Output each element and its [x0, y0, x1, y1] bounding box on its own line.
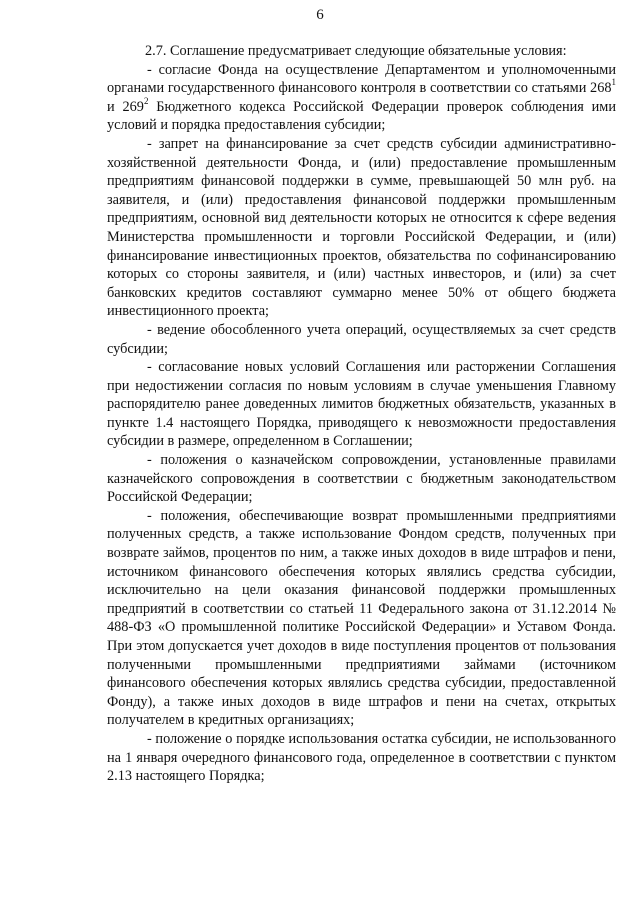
- condition-item-audit-consent-part3: Бюджетного кодекса Российской Федерации проверок соблюдения ими условий и порядка предоставления субсидии;: [107, 98, 616, 134]
- condition-item-audit-consent-part2: и 269: [107, 98, 144, 115]
- superscript-2: 2: [143, 96, 149, 107]
- condition-item-audit-consent: [107, 61, 616, 135]
- condition-item-treasury-support: - положения о казначейском сопровождении, установленные правилами казначейского сопровождения в соответствии с бюджетным законодательством Российской Федерации;: [107, 452, 616, 506]
- document-body: [107, 42, 616, 786]
- condition-item-balance-usage: - положение о порядке использования остатка субсидии, не использованного на 1 января очередного финансового года, определенное в соответствии с пунктом 2.13 настоящего Порядка;: [107, 730, 616, 785]
- section-heading: 2.7. Соглашение предусматривает следующие обязательные условия:: [145, 43, 567, 59]
- condition-item-financing-ban: - запрет на финансирование за счет средств субсидии административно-хозяйственной деятельности Фонда, и (или) предоставление промышленным предприятиям финансовой поддержки в сумме, превышающей 50 млн руб. на заявителя, и (или) предоставления финансовой поддержки промышленным предприятиям, основной вид деятельности которых не относится к сфере ведения Министерства промышленности и торговли Российской Федерации, и (или) финансирование инвестиционных проектов, обязательства по софинансированию которых со стороны заявителя, и (или) частных инвесторов, и (или) за счет банковских кредитов составляют суммарно менее 50% от общего бюджета инвестиционного проекта;: [107, 135, 616, 320]
- condition-item-funds-return: - положения, обеспечивающие возврат промышленными предприятиями полученных средств, а также использование Фондом средств, полученных при возврате займов, процентов по ним, а также иных доходов в виде штрафов и пени, источником финансового обеспечения которых являлись средства субсидии, исключительно на цели оказания финансовой поддержки промышленных предприятий в соответствии со статьей 11 Федерального закона от 31.12.2014 № 488-ФЗ «О промышленной политике Российской Федерации» и Уставом Фонда. При этом допускается учет доходов в виде поступления процентов от пользования полученными промышленными предприятиями займами (источником финансового обеспечения которых являлись средства субсидии, предоставленной Фонду), а также иных доходов в виде штрафов и пени на счетах, открытых получателем в кредитных организациях;: [107, 507, 616, 729]
- condition-item-audit-consent-part1: - согласие Фонда на осуществление Департаментом и уполномоченными органами государственного финансового контроля в соответствии со статьями 268: [107, 61, 616, 97]
- condition-item-agreement-revision: - согласование новых условий Соглашения или расторжении Соглашения при недостижении согласия по новым условиям в случае уменьшения Главному распорядителю ранее доведенных лимитов бюджетных обязательств, указанных в пункте 1.4 настоящего Порядка, приводящего к невозможности предоставления субсидии в размере, определенном в Соглашении;: [107, 359, 616, 450]
- superscript-1: 1: [611, 77, 616, 88]
- page-number: 6: [316, 7, 324, 23]
- condition-item-separate-accounting: - ведение обособленного учета операций, осуществляемых за счет средств субсидии;: [107, 321, 616, 357]
